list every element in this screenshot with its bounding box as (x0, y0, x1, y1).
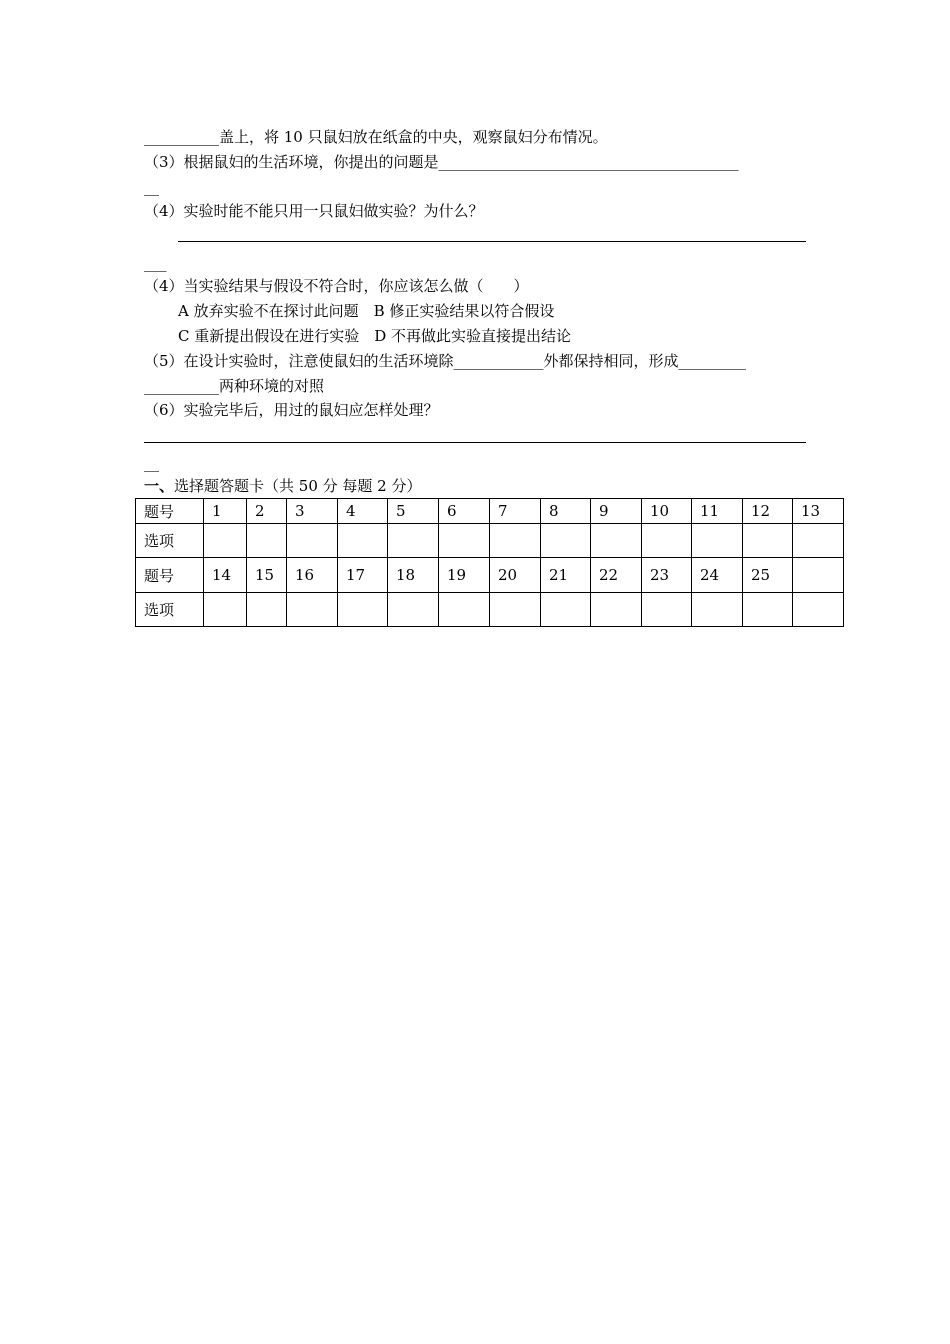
question-4a-continuation: ___ (144, 254, 167, 272)
row-label: 题号 (136, 558, 204, 593)
answer-sheet-table (135, 498, 844, 627)
answer-cell[interactable] (338, 593, 388, 627)
question-number: 17 (338, 558, 388, 593)
question-number: 10 (642, 499, 692, 524)
answer-cell[interactable] (490, 524, 541, 558)
question-number: 2 (247, 499, 287, 524)
table-row-numbers-2 (136, 558, 844, 593)
question-number: 19 (439, 558, 490, 593)
answer-cell[interactable] (692, 524, 743, 558)
section-title (144, 476, 422, 496)
question-5: （5）在设计实验时，注意使鼠妇的生活环境除____________外都保持相同，形成_________ (144, 352, 747, 370)
option-cd: C 重新提出假设在进行实验 D 不再做此实验直接提出结论 (178, 327, 572, 345)
answer-cell[interactable] (388, 593, 439, 627)
question-number: 23 (642, 558, 692, 593)
table-row-numbers-1 (136, 499, 844, 524)
question-5-continuation: __________两种环境的对照 (144, 377, 325, 395)
answer-cell[interactable] (287, 524, 338, 558)
option-ab: A 放弃实验不在探讨此问题 B 修正实验结果以符合假设 (178, 302, 555, 320)
answer-cell[interactable] (642, 524, 692, 558)
question-3: （3）根据鼠妇的生活环境，你提出的问题是________________________________________ (144, 153, 739, 171)
table-row-options-1 (136, 524, 844, 558)
question-number: 1 (204, 499, 247, 524)
question-number: 3 (287, 499, 338, 524)
question-number: 22 (591, 558, 642, 593)
question-number: 15 (247, 558, 287, 593)
answer-cell[interactable] (439, 524, 490, 558)
section-number: 一、 (144, 477, 175, 495)
question-6: （6）实验完毕后，用过的鼠妇应怎样处理？ (144, 401, 439, 419)
question-4a: （4）实验时能不能只用一只鼠妇做实验？为什么？ (144, 202, 484, 220)
answer-cell[interactable] (541, 593, 591, 627)
answer-cell[interactable] (388, 524, 439, 558)
question-number: 18 (388, 558, 439, 593)
answer-cell[interactable] (591, 593, 642, 627)
answer-cell[interactable] (743, 593, 793, 627)
answer-cell[interactable] (541, 524, 591, 558)
question-number: 9 (591, 499, 642, 524)
question-number: 24 (692, 558, 743, 593)
question-number: 21 (541, 558, 591, 593)
question-number: 5 (388, 499, 439, 524)
question-number: 12 (743, 499, 793, 524)
answer-cell[interactable] (743, 524, 793, 558)
question-line-1: __________盖上，将 10 只鼠妇放在纸盒的中央，观察鼠妇分布情况。 (144, 128, 608, 146)
answer-rule-6 (144, 442, 806, 443)
answer-cell[interactable] (490, 593, 541, 627)
question-number: 25 (743, 558, 793, 593)
answer-cell[interactable] (338, 524, 388, 558)
answer-cell[interactable] (204, 593, 247, 627)
question-number: 13 (793, 499, 844, 524)
question-number (793, 558, 844, 593)
answer-cell[interactable] (793, 524, 844, 558)
table-row-options-2 (136, 593, 844, 627)
question-4b: （4）当实验结果与假设不符合时，你应该怎么做（ ） (144, 277, 529, 295)
answer-cell[interactable] (439, 593, 490, 627)
row-label: 选项 (136, 593, 204, 627)
question-number: 14 (204, 558, 247, 593)
question-number: 6 (439, 499, 490, 524)
answer-cell[interactable] (204, 524, 247, 558)
answer-cell[interactable] (247, 593, 287, 627)
answer-rule-4a (178, 241, 806, 242)
answer-cell[interactable] (287, 593, 338, 627)
answer-cell[interactable] (793, 593, 844, 627)
row-label: 题号 (136, 499, 204, 524)
question-number: 7 (490, 499, 541, 524)
question-number: 4 (338, 499, 388, 524)
question-number: 16 (287, 558, 338, 593)
question-number: 8 (541, 499, 591, 524)
answer-cell[interactable] (692, 593, 743, 627)
section-title-text: 选择题答题卡（共 50 分 每题 2 分） (174, 477, 422, 495)
question-3-continuation: __ (144, 178, 159, 196)
answer-cell[interactable] (642, 593, 692, 627)
answer-cell[interactable] (247, 524, 287, 558)
answer-cell[interactable] (591, 524, 642, 558)
row-label: 选项 (136, 524, 204, 558)
question-6-continuation: __ (144, 454, 159, 472)
question-number: 20 (490, 558, 541, 593)
question-number: 11 (692, 499, 743, 524)
